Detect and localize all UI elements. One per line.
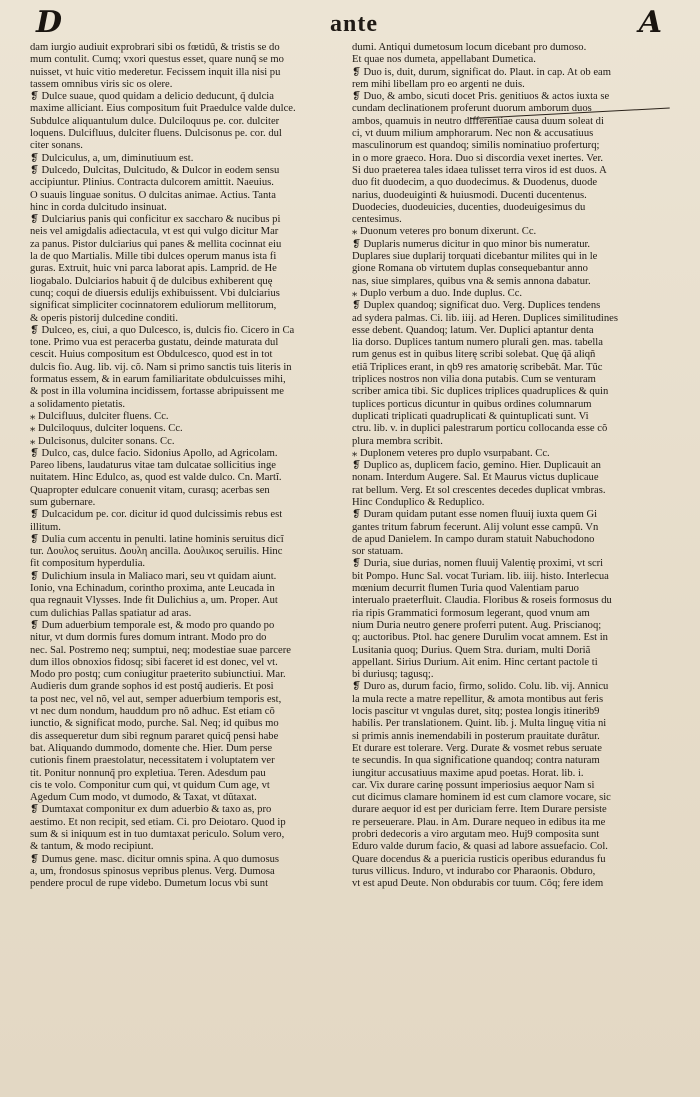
text-line: significat simpliciter cocinnatorem eduliorum mellitorum, <box>30 300 277 312</box>
text-line: Modo pro postq; cum coniugitur praeterito subiunctiui. Mar. <box>30 669 286 681</box>
text-line: Quapropter edulcare conuenit vitam, curasq; acerbas sen <box>30 484 270 496</box>
text-line: cundam declinationem proferunt duorum amborum duos <box>352 103 592 115</box>
text-line: sum gubernare. <box>30 496 96 508</box>
text-line: cunq; coqui de diuersis edulijs exhibuissent. Vbi dulciarius <box>30 287 280 299</box>
text-line: la mula recte a matre repellitur, & amota montibus aut feris <box>352 693 604 705</box>
text-line: plura membra scribit. <box>352 435 443 447</box>
text-line: ❡ Dumus gene. masc. dicitur omnis spina. A quo dumosus <box>30 853 279 865</box>
text-line: in o more graeco. Hora. Duo si discordia vexet inertes. Ver. <box>352 152 604 164</box>
text-line: nonam. Interdum Augere. Sal. Et Maurus victus duplicaue <box>352 472 599 484</box>
text-line: liogabalo. Dulciarios habuit q̃ de dulcibus exhiberent quę <box>30 275 273 287</box>
text-line: habilis. Per translationem. Quint. lib. j. Multa linguę vitia ni <box>352 718 607 730</box>
text-line: guras. Extruit, huic vni parca laborat apis. Lamprid. de He <box>30 263 277 275</box>
text-line: ❡ Dulce suaue, quod quidam a delicio deducunt, q̃ dulcia <box>30 91 274 103</box>
text-line: ⁎ Dulciloquus, dulciter loquens. Cc. <box>30 423 183 435</box>
text-line: probri dedecoris a viro argutam meo. Huj9 composita sunt <box>352 829 600 840</box>
text-line: iunctio, & significat modo, purche. Sal. Neq; id quibus mo <box>30 718 279 730</box>
text-line: mœnium decurrit flumen Turia quod Valentiam paruo <box>352 583 579 595</box>
text-line: iungitur accusatiuus maxime apud poetas. Horat. lib. i. <box>352 767 584 779</box>
text-line: qua regnauit Vlysses. Inde fit Dulichius a, um. Proper. Aut <box>30 595 278 607</box>
text-line: duplicati triplicati quadruplicati & quintuplicati sunt. Vi <box>352 410 589 422</box>
text-line: durare aequor id est per duriciam ferre. Item Durare persiste <box>352 804 607 816</box>
text-line: citer sonans. <box>30 140 83 152</box>
text-line: Et durare est tolerare. Verg. Durate & vosmet rebus seruate <box>352 742 602 754</box>
text-line: nitur, vt dum dormis fures domum intrant. Modo pro do <box>30 632 267 644</box>
text-line: a, um, frondosus spinosus vepribus plenus. Verg. Dumosa <box>30 865 275 877</box>
text-line: nec. Sal. Postremo neq; sumptui, neq; modestiae suae parcere <box>30 644 291 656</box>
text-line: ❡ Dulco, cas, dulce facio. Sidonius Apollo, ad Agricolam. <box>30 447 278 459</box>
text-line: triplices nostros non vilia dona putabis. Cum se venturam <box>352 374 596 386</box>
text-line: sum & si iniquum est in tuo dumtaxat periculo. Solum vero, <box>30 829 285 840</box>
text-line: ❡ Duplaris numerus dicitur in quo minor bis numeratur. <box>352 238 591 250</box>
text-line: dam iurgio audiuit exprobrari sibi os fœtidũ, & tristis se do <box>30 42 280 53</box>
text-line: turus villicus. Induro, vt indurabo cor Pharaonis. Obduro, <box>352 865 596 877</box>
text-line: loquens. Dulcifluus, dulciter fluens. Dulcisonus pe. cor. dul <box>30 128 282 140</box>
text-line: ❡ Dulia cum accentu in penulti. latine hominis seruitus dicĩ <box>30 533 284 545</box>
text-line: bi duriusq; tagusq;. <box>352 669 434 681</box>
text-line: nas, siue simplares, quibus vna & semis annona dabatur. <box>352 275 591 287</box>
text-line: illitum. <box>30 521 61 533</box>
text-line: masculinorum est quandoq; similis nominatiuo proferturq; <box>352 140 600 152</box>
text-line: gantes tritum fabrum fecerunt. Alij volunt esse campũ. Vn <box>352 521 599 533</box>
text-line: & post in illa volumina incidissem, fortasse abripuissent me <box>30 386 284 398</box>
text-line: ⁎ Duplo verbum a duo. Inde duplus. Cc. <box>352 287 523 299</box>
text-line: duo fit duodecim, a quo duodecimus. & Duodenus, duode <box>352 177 598 189</box>
text-line: ad sydera palmas. Ci. lib. iiij. ad Heren. Duplices similitudines <box>352 312 618 324</box>
text-line: ctru. lib. v. in duplici palestrarum porticu collocanda esse cõ <box>352 423 608 435</box>
text-line: ⁎ Duonum veteres pro bonum dixerunt. Cc. <box>352 226 537 238</box>
text-line: Si duo praeterea tales idaea tulisset terra viros id est duos. A <box>352 164 607 176</box>
text-line: ❡ Duo, & ambo, sicuti docet Pris. genitiuos & actos iuxta se <box>352 91 610 103</box>
text-line: ❡ Dumtaxat componitur ex dum aduerbio & taxo as, pro <box>30 804 272 816</box>
header-initial-left: D <box>36 5 63 40</box>
text-line: rum genus est in quibus literę scribi solebat. Quę q̃ã aliqñ <box>352 349 596 361</box>
text-line: fit compositum hyperdulia. <box>30 558 146 570</box>
text-line: tur. Δουλος seruitus. Δουλη ancilla. Δουλικος seruilis. Hinc <box>30 546 283 558</box>
text-line: ❡ Duro as, durum facio, firmo, solido. Colu. lib. vij. Annicu <box>352 681 609 693</box>
text-line: ❡ Dulichium insula in Maliaco mari, seu vt quidam aiunt. <box>30 570 277 582</box>
text-line: formatus essem, & in earum familiaritate obdulcuisses mihi, <box>30 374 286 386</box>
text-line: nium Duria neutro genere proferri putent. Aug. Priscianoq; <box>352 619 602 631</box>
text-line: Ionio, vna Echinadum, corintho proxima, ante Leucada in <box>30 583 275 595</box>
text-line: ❡ Duplico as, duplicem facio, gemino. Hier. Duplicauit an <box>352 460 601 472</box>
text-line: pendere procul de rupe videbo. Dumetum locus vbi sunt <box>30 878 269 890</box>
text-line: & operis pistorij dulcedine conditi. <box>30 312 178 324</box>
text-line: za panus. Pistor dulciarius qui panes & mellita cocinnat eiu <box>30 238 282 250</box>
text-line: de apud Danielem. In campo duram statuit Nabuchodono <box>352 533 595 545</box>
text-line: Pareo libens, laudaturus vitae tam dulcatae sollicitius inge <box>30 460 276 472</box>
text-line: aestimo. Et non recipit, sed etiam. Ci. pro Deiotaro. Quod ip <box>30 816 286 828</box>
text-line: ria ripis Grammatici formosum legerant, quod vnum am <box>352 607 590 619</box>
text-line: dum illos obnoxios fidosq; sibi faceret id est donec, vel vt. <box>30 656 278 668</box>
page-header <box>30 6 670 42</box>
text-line: ❡ Duplex quandoq; significat duo. Verg. Duplices tendens <box>352 300 601 312</box>
text-line: si primis annis inemendabili in posterum prauitate durãtur. <box>352 730 600 742</box>
left-column <box>30 42 342 1052</box>
text-line: ❡ Duram quidam putant esse nomen fluuij iuxta quem Gi <box>352 509 598 521</box>
text-line: Eduro valde durum facio, & quasi ad labore assuefacio. Col. <box>352 841 608 853</box>
right-column <box>352 42 664 1052</box>
text-line: bat. Aliquando dummodo, domente che. Hier. Dum perse <box>30 742 273 754</box>
text-line: vt est apud Deute. Non obdurabis cor tuum. Cõq; fere idem <box>352 878 604 890</box>
text-line: etiã Triplices erant, in qb9 res amatorię scribebãt. Mar. Tũc <box>352 361 603 373</box>
text-line: cis te volo. Componitur cum qui, vt quidum Cum age, vt <box>30 779 270 791</box>
text-line: nuisset, vt huic vitio mederetur. Fecissem inquit illa nisi pu <box>30 66 281 78</box>
text-line: Quare docendus & a puericia rusticis operibus edurandus fu <box>352 853 606 865</box>
text-line: bit Pompo. Hunc Sal. vocat Turiam. lib. iiij. histo. Interlecua <box>352 570 609 582</box>
text-line: interualo praeterfluit. Claudia. Floribus & roseis formosus du <box>352 595 612 607</box>
text-line: ⁎ Dulcifluus, dulciter fluens. Cc. <box>30 410 169 422</box>
text-line: vt nec dum nondum, hauddum pro nõ adhuc. Est etiam cõ <box>30 706 275 718</box>
text-line: q; auctoribus. Ptol. hac genere Durulim vocat amnem. Est in <box>352 632 608 644</box>
text-line: & tantum, & modo recipiunt. <box>30 841 154 853</box>
text-line: sor statuam. <box>352 546 404 558</box>
text-line: lia dorso. Duplices tantum numero plurali gen. mas. tabella <box>352 337 603 349</box>
text-line: cum dulichias Pallas spatiatur ad aras. <box>30 607 192 619</box>
text-line: dis assequeretur dum sibi regnum pararet quicq̃ pensi habe <box>30 730 279 742</box>
text-line: Agedum Cum modo, vt dumodo, & Taxat, vt dũtaxat. <box>30 792 257 804</box>
text-line: Lusitania quoq; Durius. Quem Stra. duriam, multi Doriã <box>352 644 591 656</box>
text-line: ta post nec, vel nõ, vel aut, semper aduerbium temporis est, <box>30 693 282 705</box>
text-line: dumi. Antiqui dumetosum locum dicebant pro dumoso. <box>352 42 587 53</box>
text-line: ambos, quamuis in neutro differentiae causa duum soleat di <box>352 115 604 127</box>
text-line: la de quo Martialis. Mille tibi dulces operum manus ista fi <box>30 251 277 263</box>
text-line: ⁎ Duplonem veteres pro duplo vsurpabant. Cc. <box>352 447 550 459</box>
text-line: Audieris dum grande sophos id est postq̃ audieris. Et posi <box>30 681 274 693</box>
header-running-title: ante <box>330 11 378 37</box>
text-line: tone. Primo vua est peracerba gustatu, deinde maturata dul <box>30 337 279 349</box>
text-line: ❡ Dulcedo, Dulcitas, Dulcitudo, & Dulcor in eodem sensu <box>30 164 280 176</box>
text-line: Hinc Conduplico & Reduplico. <box>352 496 485 508</box>
text-line: rem mihi libellam pro eo argenti ne duis. <box>352 78 525 90</box>
text-line: accipiuntur. Plinius. Contracta dulcorem amittit. Naeuius. <box>30 177 274 189</box>
text-line: ❡ Dulciculus, a, um, diminutiuum est. <box>30 152 194 164</box>
text-line: gione Romana ob virtutem duplas consequebantur anno <box>352 263 588 275</box>
text-line: mum contulit. Cumq; vxori questus esset, quare nunq̃ se mo <box>30 54 284 66</box>
text-line: maxime alliciant. Eius compositum fuit Praedulce valde dulce. <box>30 103 296 115</box>
text-line: Duodecies, duodeuicies, ducenties, duodeuigesimus du <box>352 201 586 213</box>
text-line: rat bellum. Verg. Et sol crescentes decedes duplicat vmbras. <box>352 484 606 496</box>
text-line: Duplares siue duplarij torquati dicebantur milites qui in le <box>352 251 598 263</box>
text-line: ❡ Dulceo, es, ciui, a quo Dulcesco, is, dulcis fio. Cicero in Ca <box>30 324 295 336</box>
text-line: ❡ Duria, siue durias, nomen fluuij Valentię proximi, vt scri <box>352 558 604 570</box>
text-line: esse debent. Quandoq; latum. Ver. Duplici aptantur denta <box>352 324 594 336</box>
text-line: ❡ Dulcacidum pe. cor. dicitur id quod dulcissimis rebus est <box>30 509 283 521</box>
text-line: locis pascitur vt vngulas duret, sitq; postea longis itinerib9 <box>352 706 600 718</box>
text-line: narius, duodeuiginti & huiusmodi. Ducenti ducentenus. <box>352 189 587 201</box>
text-line: ⁎ Dulcisonus, dulciter sonans. Cc. <box>30 435 175 447</box>
text-line: tuplices porticus dicuntur in quibus ordines columnarum <box>352 398 592 410</box>
text-line: cutionis finem praestolatur, necessitatem i voluptatem ver <box>30 755 275 767</box>
text-line: appellant. Sirius Durium. Ait enim. Hinc certant pactole ti <box>352 656 598 668</box>
text-line: ci, vt duum milium amphorarum. Nec non & accusatiuus <box>352 128 594 140</box>
text-line: tassem omnibus viris sic os olere. <box>30 78 173 90</box>
text-line: scriber amica tibi. Sic duplices triplices quadruplices & quin <box>352 386 609 398</box>
text-line: dulcis fio. Aug. lib. vij. cõ. Nam si primo sanctis tuis literis in <box>30 361 292 373</box>
text-line: car. Vix durare carinę possunt imperiosius aequor Nam si <box>352 779 595 791</box>
text-line: Subdulce aliquantulum dulce. Dulciloquus pe. cor. dulciter <box>30 115 280 127</box>
text-line: ❡ Duo is, duit, durum, significat do. Plaut. in cap. At ob eam <box>352 66 611 78</box>
text-line: a solidamento pietatis. <box>30 398 126 410</box>
text-line: neis vel amigdalis adiectacula, vt est qui vulgo dicitur Mar <box>30 226 279 238</box>
text-line: hinc in corda dulcitudo insinuat. <box>30 201 167 213</box>
text-line: cut dicimus clamare hominem id est cum clamore vocare, sic <box>352 792 611 804</box>
text-line: centesimus. <box>352 214 402 226</box>
text-line: O suauis linguae sonitus. O dulcitas animae. Actius. Tanta <box>30 189 276 201</box>
header-initial-right: A <box>638 5 662 40</box>
text-line: re perseuerare. Plau. in Am. Durare nequeo in edibus ita me <box>352 816 606 828</box>
text-line: tit. Ponitur nonnunq̃ pro expletiua. Teren. Adesdum pau <box>30 767 266 779</box>
text-line: ❡ Dum aduerbium temporale est, & modo pro quando po <box>30 619 275 631</box>
text-line: cescit. Huius compositum est Obdulcesco, quod est in tot <box>30 349 273 361</box>
text-line: Et quae nos dumeta, appellabant Dumetica. <box>352 54 536 66</box>
text-line: nuitatem. Hinc Edulco, as, quod est valde dulco. Cn. Martĩ. <box>30 472 282 484</box>
text-line: te secundis. In qua significatione quandoq; contra naturam <box>352 755 600 767</box>
text-line: ❡ Dulciarius panis qui conficitur ex saccharo & nucibus pi <box>30 214 281 226</box>
